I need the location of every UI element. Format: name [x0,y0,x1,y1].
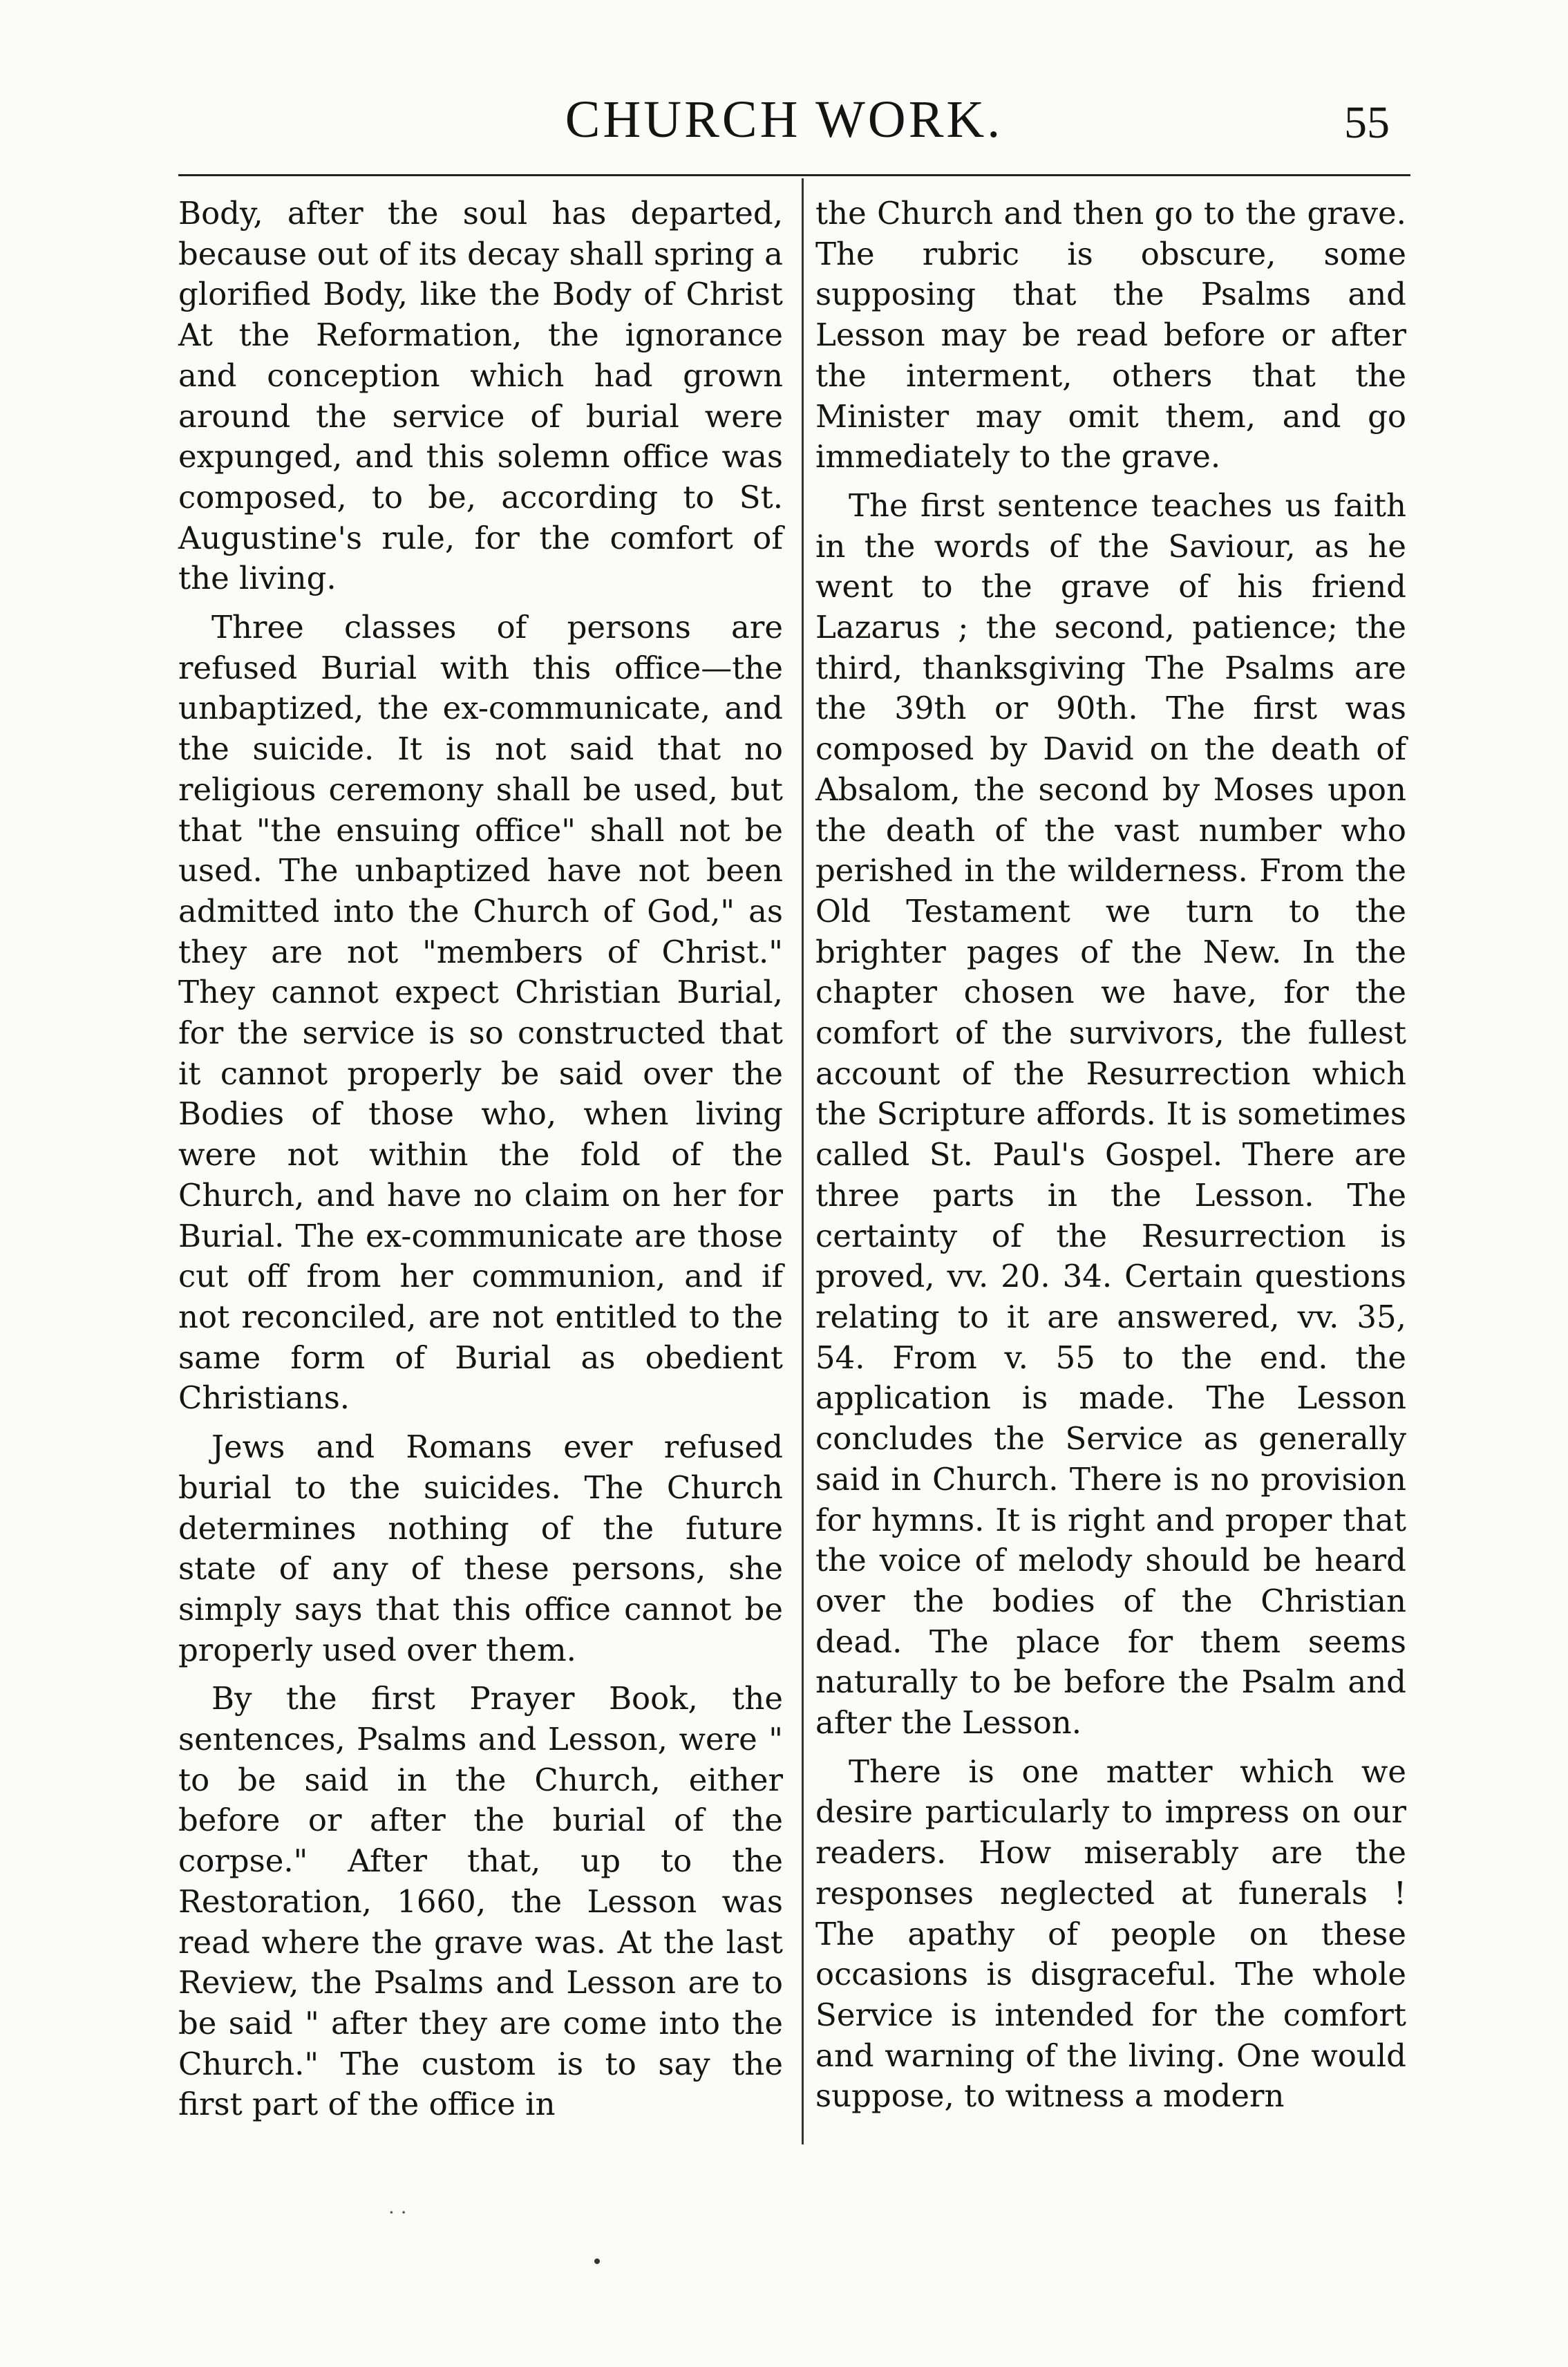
column-divider [802,178,804,2144]
left-paragraph-1: Body, after the soul has departed, because out of its decay shall spring a glorified Body, like the Body of Christ At the Reformation, the ignorance and conception which had grown around the service of burial were expunged, and this solemn office was composed, to be, according to St. Augustine's rule, for the comfort of the living. [178,195,783,597]
page-title: CHURCH WORK. [565,91,1003,149]
print-dot [594,2258,600,2264]
print-speck: · · [388,2201,407,2224]
left-paragraph-3: Jews and Romans ever refused burial to the suicides. The Church determines nothing of the future state of any of these persons, she simply says that this office cannot be properly used over them. [178,1428,783,1668]
page-number: 55 [1344,97,1390,148]
right-paragraph-2: The first sentence teaches us faith in the words of the Saviour, as he went to the grave of his friend Lazarus ; the second, patience; the third, thanksgiving The Psalms are the 39th or 90th. The first was composed by David on the death of Absalom, the second by Moses upon the death of the vast number who perished in the wilderness. From the Old Testament we turn to the brighter pages of the New. In the chapter chosen we have, for the comfort of the survivors, the fullest account of the Resurrection which the Scripture affords. It is sometimes called St. Paul's Gospel. There are three parts in the Lesson. The certainty of the Resurrection is proved, vv. 20. 34. Certain questions relating to it are answered, vv. 35, 54. From v. 55 to the end. the application is made. The Lesson concludes the Service as generally said in Church. There is no provision for hymns. It is right and proper that the voice of melody should be heard over the bodies of the Christian dead. The place for them seems naturally to be before the Psalm and after the Lesson. [815,487,1406,1742]
left-paragraph-2: Three classes of persons are refused Burial with this office—the unbaptized, the ex-communicate, and the suicide. It is not said that no religious ceremony shall be used, but that "the ensuing office" shall not be used. The unbaptized have not been admitted into the Church of God," as they are not "members of Christ." They cannot expect Christian Burial, for the service is so constructed that it cannot properly be said over the Bodies of those who, when living were not within the fold of the Church, and have no claim on her for Burial. The ex-communicate are those cut off from her communion, and if not reconciled, are not entitled to the same form of Burial as obedient Christians. [178,609,783,1417]
right-column [815,194,1406,2125]
left-paragraph-4: By the first Prayer Book, the sentences, Psalms and Lesson, were " to be said in the Church, either before or after the burial of the corpse." After that, up to the Restoration, 1660, the Lesson was read where the grave was. At the last Review, the Psalms and Lesson are to be said " after they are come into the Church." The custom is to say the first part of the office in [178,1680,783,2123]
right-paragraph-3: There is one matter which we desire particularly to impress on our readers. How miserably are the responses neglected at funerals ! The apathy of people on these occasions is disgraceful. The whole Service is intended for the comfort and warning of the living. One would suppose, to witness a modern [815,1753,1406,2115]
header-rule [178,174,1410,176]
right-paragraph-1: the Church and then go to the grave. The rubric is obscure, some supposing that the Psalms and Lesson may be read before or after the interment, others that the Minister may omit them, and go immediately to the grave. [815,195,1406,475]
left-column [178,194,783,2133]
